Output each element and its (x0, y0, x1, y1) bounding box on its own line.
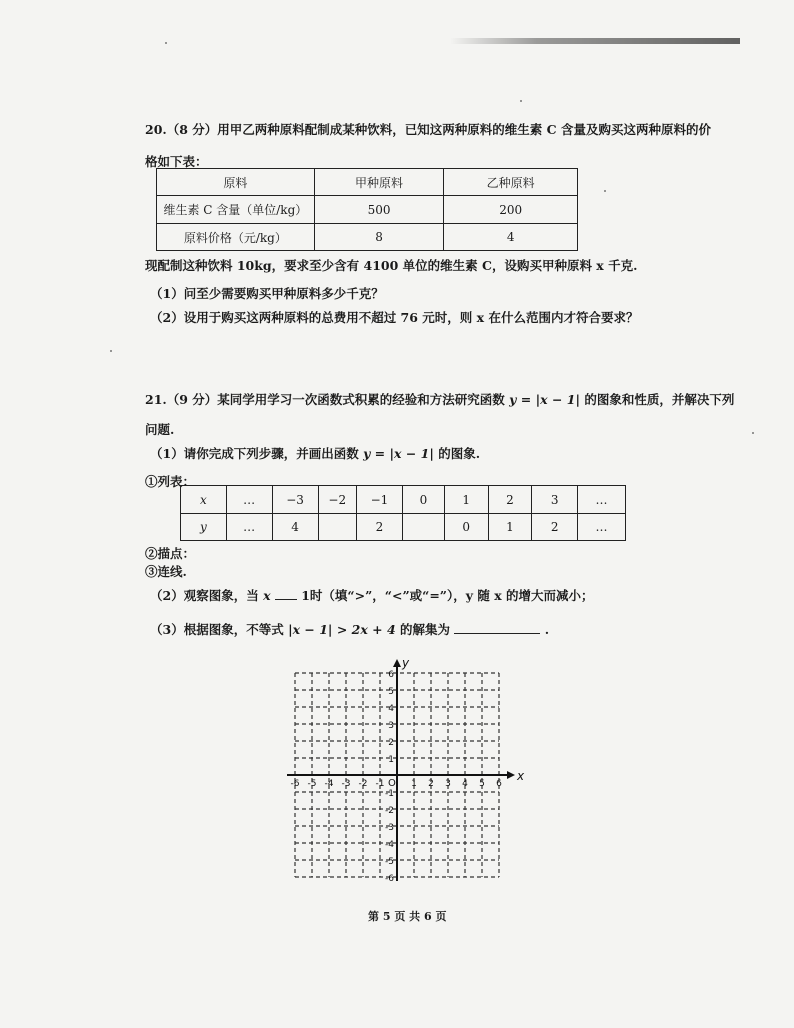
y-axis-label: y (402, 656, 410, 670)
page-footer: 第 5 页 共 6 页 (368, 910, 447, 923)
y-tick-label: -4 (385, 840, 394, 850)
y-tick-label: -3 (385, 823, 394, 833)
scan-speck (165, 42, 167, 44)
q21-sub2-pre: （2）观察图象，当 (150, 588, 259, 603)
x-row-cell: … (578, 486, 626, 514)
y-row-cell-blank[interactable] (402, 514, 444, 541)
q20-table (156, 168, 578, 251)
scan-speck (604, 190, 606, 192)
y-row-cell-blank[interactable] (318, 514, 356, 541)
x-row-cell: −1 (356, 486, 402, 514)
y-axis-arrow (393, 659, 401, 667)
x-tick-label: -6 (290, 779, 300, 789)
y-tick-label: 2 (388, 738, 394, 748)
q21-value-table (180, 485, 626, 541)
q21-sub2-post: 1时（填“>”，“<”或“=”），y 随 x 的增大而减小； (301, 588, 594, 603)
q21-y-row (181, 514, 626, 541)
q20-line2: 格如下表： (145, 154, 208, 169)
q21-step1: ①列表： (145, 474, 196, 489)
q20-line1: 20.（8 分）用甲乙两种原料配制成某种饮料，已知这两种原料的维生素 C 含量及购买这两种原料的价 (145, 122, 711, 137)
x-row-cell: 2 (488, 486, 532, 514)
x-tick-label: -1 (375, 779, 385, 789)
q20-cell-vitc-a: 500 (314, 196, 444, 224)
q21-sub3 (150, 620, 549, 638)
q20-cell-vitc-label: 维生素 C 含量（单位/kg） (157, 196, 315, 224)
y-tick-label: 6 (388, 670, 394, 680)
scan-speck (752, 432, 754, 434)
q21-sub3-ineq: |x − 1| > 2x + 4 (288, 622, 396, 637)
q21-step3: ③连线. (145, 564, 187, 579)
y-tick-label: 1 (388, 755, 394, 765)
q21-sub2-var: x (263, 588, 271, 603)
x-tick-label: 2 (428, 779, 434, 789)
y-tick-label: -1 (385, 789, 394, 799)
scan-artifact (450, 38, 740, 44)
q21-sub1-func: y = |x − 1| (363, 446, 434, 461)
q21-sub1-pre: （1）请你完成下列步骤，并画出函数 (150, 446, 359, 461)
y-tick-label: 3 (388, 721, 394, 731)
y-row-cell: 2 (356, 514, 402, 541)
q20-statement: 现配制这种饮料 10kg，要求至少含有 4100 单位的维生素 C，设购买甲种原料 x 千克. (145, 258, 638, 273)
x-tick-label: 1 (411, 779, 417, 789)
y-tick-label: 5 (388, 687, 394, 697)
q21-sub1 (150, 444, 480, 462)
q21-step2: ②描点： (145, 546, 196, 561)
x-row-cell: −2 (318, 486, 356, 514)
q21-sub2-answer-blank[interactable] (275, 599, 297, 600)
x-row-cell: 3 (532, 486, 578, 514)
q21-sub3-pre: （3）根据图象，不等式 (150, 622, 284, 637)
q20-sub2: （2）设用于购买这两种原料的总费用不超过 76 元时，则 x 在什么范围内才符合要求？ (150, 310, 639, 325)
q21-sub1-post: 的图象. (438, 446, 481, 461)
q21-line1-post: 的图象和性质，并解决下列 (584, 392, 735, 407)
y-tick-label: 4 (388, 704, 394, 714)
y-row-cell: 1 (488, 514, 532, 541)
q21-func: y = |x − 1| (509, 392, 581, 407)
x-row-cell: 0 (402, 486, 444, 514)
x-tick-label: 5 (479, 779, 485, 789)
q21-sub3-end: . (544, 622, 550, 637)
q21-sub3-post: 的解集为 (400, 622, 451, 637)
x-row-cell: x (181, 486, 227, 514)
y-row-cell: 2 (532, 514, 578, 541)
x-axis-arrow (507, 771, 515, 779)
origin-label: O (388, 778, 396, 789)
q21-sub3-answer-blank[interactable] (454, 633, 540, 634)
x-row-cell: 1 (444, 486, 488, 514)
q21-line1 (145, 390, 734, 408)
x-row-cell: … (226, 486, 272, 514)
q20-header-b: 乙种原料 (444, 169, 578, 196)
y-row-cell: y (181, 514, 227, 541)
q21-x-row (181, 486, 626, 514)
scan-speck (520, 100, 522, 102)
x-row-cell: −3 (272, 486, 318, 514)
y-row-cell: 4 (272, 514, 318, 541)
x-tick-label: -2 (358, 779, 368, 789)
x-tick-label: -4 (324, 779, 334, 789)
q20-cell-price-b: 4 (444, 224, 578, 251)
y-tick-label: -2 (385, 806, 394, 816)
y-tick-label: -5 (385, 857, 394, 867)
coordinate-grid[interactable] (285, 645, 535, 890)
q21-line1-pre: 21.（9 分）某同学用学习一次函数式积累的经验和方法研究函数 (145, 392, 505, 407)
q21-sub2 (150, 586, 594, 604)
x-axis-label: x (517, 769, 525, 783)
q20-cell-price-a: 8 (314, 224, 444, 251)
y-tick-label: -6 (385, 874, 394, 884)
q20-header-a: 甲种原料 (314, 169, 444, 196)
q21-line2: 问题. (145, 422, 175, 437)
x-tick-label: 4 (462, 779, 468, 789)
x-tick-label: 6 (496, 779, 502, 789)
x-tick-label: -5 (307, 779, 317, 789)
y-row-cell: … (226, 514, 272, 541)
x-tick-label: 3 (445, 779, 451, 789)
q20-header-material: 原料 (157, 169, 315, 196)
y-row-cell: 0 (444, 514, 488, 541)
scan-speck (110, 350, 112, 352)
q20-sub1: （1）问至少需要购买甲种原料多少千克？ (150, 286, 384, 301)
q20-cell-vitc-b: 200 (444, 196, 578, 224)
x-tick-label: -3 (341, 779, 351, 789)
y-row-cell: … (578, 514, 626, 541)
q20-cell-price-label: 原料价格（元/kg） (157, 224, 315, 251)
